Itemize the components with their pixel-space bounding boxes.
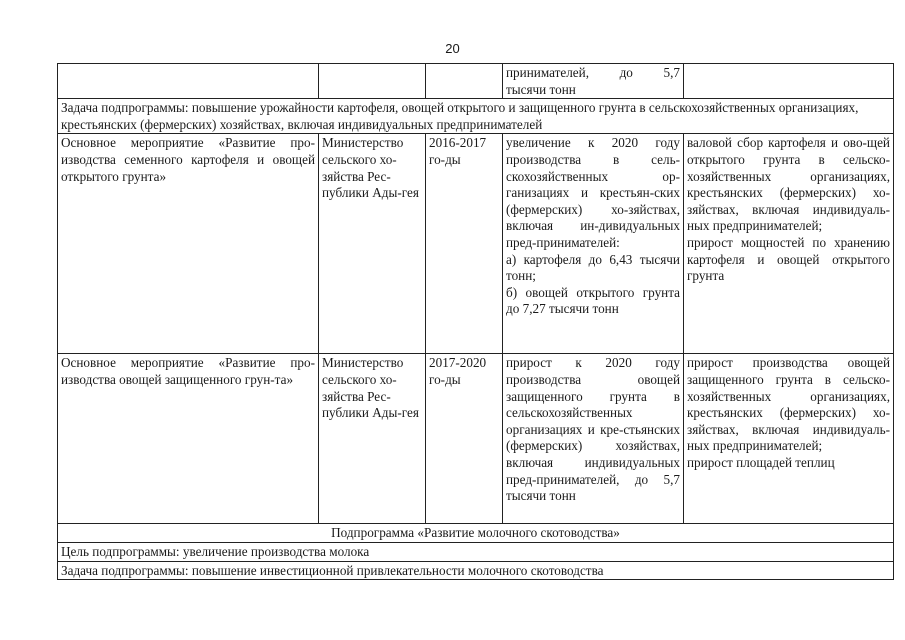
cell-period [426,64,503,99]
indicator-text: валовой сбор картофеля и ово-щей открытого грунта в сельско-хозяйственных организациях, крестьянских (фермерских) хо-зяйствах, включая индивидуаль-ных предпринимателей; [687,135,890,234]
result-item-b: б) овощей открытого грунта до 7,27 тысячи тонн [506,284,680,317]
cell-result [503,134,684,354]
table-row [58,542,894,561]
task-row: Задача подпрограммы: повышение инвестиционной привлекательности молочного скотоводства [58,561,894,580]
indicator-text-2: прирост мощностей по хранению картофеля и овощей открытого грунта [687,234,890,284]
cell-event: Основное мероприятие «Развитие про-изводства семенного картофеля и овощей открытого грунта» [58,134,319,354]
result-line: тысячи тонн [506,81,576,97]
cell-result [503,64,684,99]
cell-executor [319,64,426,99]
table-row [58,64,894,99]
program-table [57,63,894,580]
cell-period: 2016-2017 го-ды [426,134,503,354]
subprogram-heading: Подпрограмма «Развитие молочного скотоводства» [58,524,894,543]
table-row [58,354,894,524]
result-item-a: а) картофеля до 6,43 тысячи тонн; [506,251,680,284]
cell-result: прирост к 2020 году производства овощей защищенного грунта в сельскохозяйственных организациях и кре-стьянских (фермерских) хозяйствах, включая индивидуальных пред-принимателей, до 5,7 тысячи тонн [503,354,684,524]
cell-event [58,64,319,99]
cell-indicator [684,354,894,524]
cell-period: 2017-2020 го-ды [426,354,503,524]
cell-executor: Министерство сельского хо-зяйства Рес-публики Ады-гея [319,134,426,354]
cell-indicator [684,64,894,99]
cell-event: Основное мероприятие «Развитие про-изводства овощей защищенного грун-та» [58,354,319,524]
indicator-text: прирост производства овощей защищенного грунта в сельско-хозяйственных организациях, крестьянских (фермерских) хо-зяйствах, включая индивидуаль-ных предпринимателей; [687,355,890,454]
task-row: Задача подпрограммы: повышение урожайности картофеля, овощей открытого и защищенного грунта в сельскохозяйственных организациях, крестьянских (фермерских) хозяйствах, включая индивидуальных предпринимателей [58,99,894,134]
cell-indicator [684,134,894,354]
indicator-text-2: прирост площадей теплиц [687,454,835,470]
result-line: принимателей, до 5,7 [506,65,680,80]
table-row [58,134,894,354]
table-row [58,561,894,580]
table-row [58,99,894,134]
result-text: увеличение к 2020 году производства в сель-скохозяйственных ор-ганизациях и крестьян-ских (фермерских) хо-зяйствах, включая ин-дивидуальных пред-принимателей: [506,135,680,250]
cell-executor: Министерство сельского хо-зяйства Рес-публики Ады-гея [319,354,426,524]
page-number: 20 [445,41,460,56]
table-row [58,524,894,543]
goal-row: Цель подпрограммы: увеличение производства молока [58,542,894,561]
